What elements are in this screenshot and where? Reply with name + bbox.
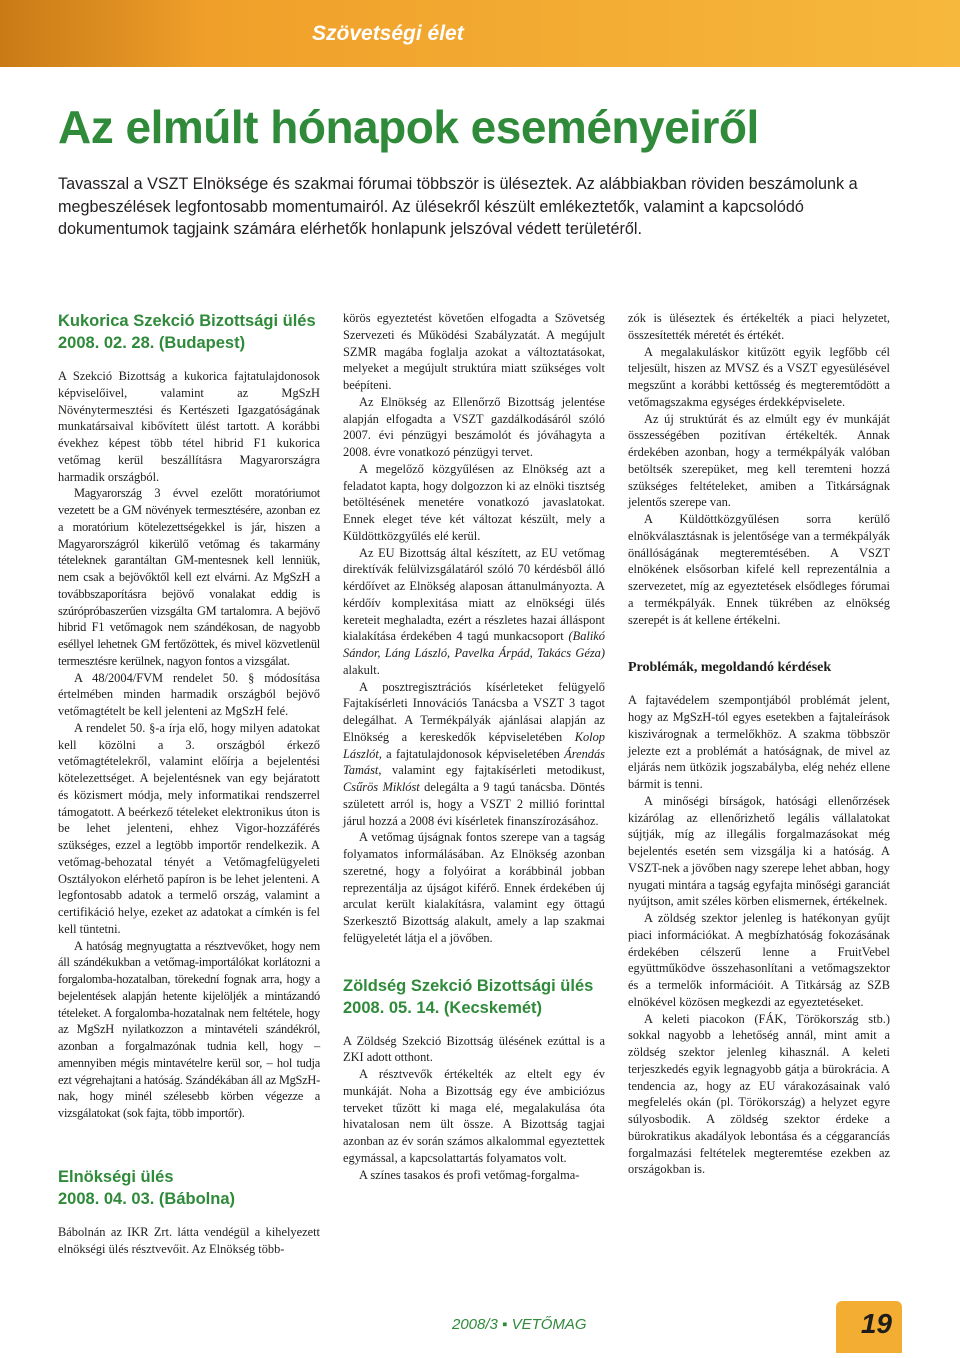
footer-issue (452, 1316, 587, 1333)
delegate-name: Csűrös Miklóst (343, 780, 420, 794)
section-heading-kukorica: Kukorica Szekció Bizottsági ülés 2008. 02. 28. (Budapest) (58, 312, 316, 352)
column-2 (343, 310, 605, 1183)
paragraph: A zöldség szektor jelenleg is hatékonyan gyűjt piaci információkat. A megbízhatóság fokozásának érdekében célszerű lenne a FruitVebel együttműködve összehasonlítani a vetőmagszektor és a termelők információit. A Titkárság az SZB elnökével közösen megkezdi az egyeztetéseket. (628, 911, 890, 1009)
paragraph: A Küldöttközgyűlésen sorra kerülő elnökválasztásnak is jelentősége van a termékpályák önállóságának megteremtésében. A VSZT elnökének elsősorban kifelé kell reprezentálnia a szervezetet, míg az egyeztetések elsődleges fórumai a termékpályák. Ennek tükrében az elnökség szerepét is át kellene értékelni. (628, 512, 890, 627)
paragraph: körös egyeztetést követően elfogadta a Szövetség Szervezeti és Működési Szabályzatát. A megújult SZMR magába foglalja azokat a változtatásokat, melyeket a megújult struktúra miatt szükséges volt beépíteni. (343, 311, 605, 392)
section-heading-elnoksegi-line1: Elnökségi ülés (58, 1167, 174, 1186)
text-run: delegálta a 9 tagú tanácsba. Döntés született arról is, hogy a VSZT 2 millió forinttal járul hozzá a 2008 évi kísérletek finanszírozásához. (343, 780, 605, 828)
text-run: alakult. (343, 662, 380, 677)
paragraph (343, 679, 605, 830)
section-header-band (0, 0, 960, 67)
paragraph: A színes tasakos és profi vetőmag-forgalma- (359, 1167, 580, 1182)
paragraph: A megalakuláskor kitűzött egyik legfőbb cél teljesült, hiszen az MVSZ és a VSZT egyesülésével megszűnt a korábbi kettősség és megteremtődött a vetőmagszakma egységes érdekképviselete. (628, 344, 890, 409)
text-run: A posztregisztrációs kísérleteket felügyelő Fajtakísérleti Innovációs Tanácsba a VSZT 3 tagot delegálhat. A Termékpályák ajánlásai alapján az Elnökség a kereskedők képviseletében (343, 679, 605, 744)
paragraph: A fajtavédelem szempontjából problémát jelent, hogy az MgSzH-tól egyes esetekben a fajtaleírások kiszivárognak a termelőkhöz. A szakma többször jelezte ezt a problémát a hatóságnak, de mivel az eljárás nem ütközik jogszabályba, elég nehéz ellene bármit is tenni. (628, 693, 890, 791)
paragraph: A Szekció Bizottság a kukorica fajtatulajdonosok képviselőivel, valamint az MgSzH Növénytermesztési és Kertészeti Igazgatóságának munkatársaival kibővített ülést tartott. A korábbi évekhez képest több tétel hibrid F1 kukorica vetőmag kerül beszállításra Magyarországra harmadik országból. (58, 369, 320, 484)
issue-number: 2008/3 (452, 1316, 498, 1333)
article-intro: Tavasszal a VSZT Elnöksége és szakmai fórumai többször is üléseztek. Az alábbiakban röviden beszámolunk a megbeszélések legfontosabb momentumairól. Az ülésekről készült emlékeztetők, valamint a kapcsolódó dokumentumok tagjaink számára elérhetők honlapunk jelszóval védett területéről. (58, 175, 858, 238)
text-run: , valamint egy fajtakísérleti metodikust, (378, 763, 605, 778)
paragraph (343, 545, 605, 679)
paragraph: A keleti piacokon (FÁK, Törökország stb.) sokkal nagyobb a lehetőség annál, mint amit a zöldség szektor jelenleg kihasznál. A keleti terjeszkedés egyik legnagyobb gátja a bürokrácia. A tendencia az, hogy az EU várakozásainak való megfelelés okán (pl. Törökország) a helyzet egyre súlyosbodik. A zöldség szektor érdeke a bürokratikus akadályok lebontása és a céggarancíás forgalmazási feltételek megteremtése ezekben az országokban is. (628, 1011, 890, 1177)
delegate-name: Árendás Tamást (343, 746, 605, 778)
text-run: , a fajtatulajdonosok képviseletében (378, 746, 565, 761)
paragraph: A Zöldség Szekció Bizottság ülésének ezúttal is a ZKI adott otthont. (343, 1033, 605, 1065)
footer-separator: ▪ (502, 1316, 508, 1333)
magazine-name: VETŐMAG (511, 1316, 587, 1333)
text-run: Az EU Bizottság által készített, az EU vetőmag direktívák felülvizsgálatáról szóló 70 kérdésből álló kérdőívet az Elnökség alaposan áttanulmányozta. A kérdőív komplexitása miatt az elnökségi ülés kereteit meghaladta, ezért a részletes hazai álláspont kialakítása érdekében 4 tagú munkacsoport (343, 545, 605, 644)
paragraph: A résztvevők értékelték az eltelt egy év munkáját. Noha a Bizottság egy éve ambiciózus terveket tűzött ki maga elé, megalakulása óta hivatalosan nem ült össze. A Bizottság tagjai azonban az év során számos alkalommal egyeztettek egymással, a kapcsolattartás folyamatos volt. (343, 1067, 605, 1165)
paragraph: Magyarország 3 évvel ezelőtt moratóriumot vezetett be a GM növények termesztésére, azonban ez a moratórium kötelezettségekkel is jár, hiszen a Magyarországról kikerülő vetőmag és takarmány tételeknek garantáltan GM-mentesnek kell lenniük, nem csak a bejövőktől kell ezt elvárni. Az MgSzH a továbbszaporításra bejövő vonalakat eddig is szúrópróbaszerűen vizsgálta GM tartalomra. A bejövő hibrid F1 vetőmagok nem szándékosan, de nagyobb eséllyel lehetnek GM fertőzöttek, és mivel közvetlenül termesztésre kerülnek, nagyon fontos a vizsgálat. (58, 486, 320, 668)
paragraph: zók is üléseztek és értékelték a piaci helyzetet, összesítették méretét és értékét. (628, 311, 890, 342)
section-heading-problemak: Problémák, megoldandó kérdések (628, 660, 832, 676)
paragraph: A megelőző közgyűlésen az Elnökség azt a feladatot kapta, hogy dolgozzon ki az elnöki tisztség betöltésének menetére vonatkozó javaslatokat. Ennek eleget téve két változat készült, mely a Küldöttközgyűlés elé kerül. (343, 461, 605, 543)
paragraph: A rendelet 50. §-a írja elő, hogy milyen adatokat kell közölni a 3. országból érkező vetőmagtételekről, valamint előírja a bejelentési kötelezettséget. A bejelentésnek van egy bejáratott és közismert módja, mely informatikai rendszerrel támogatott. A beérkező tételeket elektronikus úton is be lehet jelenteni, ehhez Vigor-hozzáférés szükséges, ezzel a legtöbb importőr rendelkezik. A vetőmag-behozatal tényét a Vetőmagfelügyeleti Osztályokon elérhető papíron is be lehet jelenteni. A legfontosabb adatok a termelő ország, valamint a certifikáció helye, ezeket az adatokat a címkén is fel kell tüntetni. (58, 720, 320, 936)
paragraph: Bábolnán az IKR Zrt. látta vendégül a kihelyezett elnökségi ülés résztvevőit. Az Elnökség több- (58, 1224, 320, 1256)
page-number-tab (836, 1301, 902, 1353)
page-number: 19 (860, 1308, 892, 1339)
delegate-name: Kolop Lászlót (343, 729, 605, 761)
paragraph: A minőségi bírságok, hatósági ellenőrzések kizárólag az ellenőrizhető legális vállalatokat sújtják, míg az illegális forgalmazásokat még bejelentés esetén sem vizsgálja ki a hatóság. A VSZT-nek a jövőben nagy szerepe lehet abban, hogy nyugati mintára a tagság egyfajta minőségi garanciát nyújtson, amit széles körben elismernek, értékelnek. (628, 793, 890, 909)
paragraph: A hatóság megnyugtatta a résztvevőket, hogy nem áll szándékukban a vetőmag-importálókat korlátozni a forgalomba-hozatalban, törekední fognak arra, hogy a bejelentések alapján hetente kijelöljék a mintázandó tételeket. A forgalomba-hozatalnak nem feltétele, hogy az MgSzH nyilatkozzon a mintavételi szándékról, azonban a forgalmazónak tudnia kell, hogy – amennyiben mégis mintavételre kerül sor, – hol tudja ezt végrehajtani a hatóság. Szándékában áll az MgSzH-nak, hogy minél szélesebb körben végezze a vizsgálatokat (sok fajta, több importőr). (58, 938, 320, 1120)
section-label: Szövetségi élet (312, 22, 464, 45)
paragraph: A vetőmag újságnak fontos szerepe van a tagság folyamatos informálásában. Az Elnökség azonban szeretné, hogy a folyóirat a korábbinál jobban reprezentálja az újságot kiférő. Ennek érdekében új arculat került kialakításra, valamint egy öttagú Szerkesztő Bizottság alakult, amely a lap szakmai felügyeletét látja el a jövőben. (343, 830, 605, 945)
paragraph: A 48/2004/FVM rendelet 50. § módosítása értelmében minden harmadik országból bejövő vetőmagtételt be kell jelenteni az MgSzH felé. (58, 670, 320, 718)
column-1 (58, 310, 320, 1257)
paragraph: Az Elnökség az Ellenőrző Bizottság jelentése alapján elfogadta a VSZT gazdálkodásáról szóló 2007. évi pénzügyi beszámolót és jóváhagyta a 2008. évre vonatkozó pénzügyi tervet. (343, 394, 605, 459)
member-names: (Balikó Sándor, Láng László, Pavelka Árpád, Takács Géza) (343, 629, 605, 660)
section-heading-zoldseg: Zöldség Szekció Bizottsági ülés 2008. 05. 14. (Kecskemét) (343, 976, 594, 1017)
paragraph: Az új struktúrát és az elmúlt egy év munkáját összességében pozitívan értékelték. Annak érdekében azonban, hogy a termékpályák valóban betöltsék szerepüket, meg kell teremteni hozzá szükséges feltételeket, amiben a Titkárságnak jelentős szerepe van. (628, 411, 890, 510)
column-3 (628, 310, 890, 1178)
section-heading-elnoksegi-line2: 2008. 04. 03. (Bábolna) (58, 1189, 235, 1208)
article-title: Az elmúlt hónapok eseményeiről (58, 101, 759, 153)
